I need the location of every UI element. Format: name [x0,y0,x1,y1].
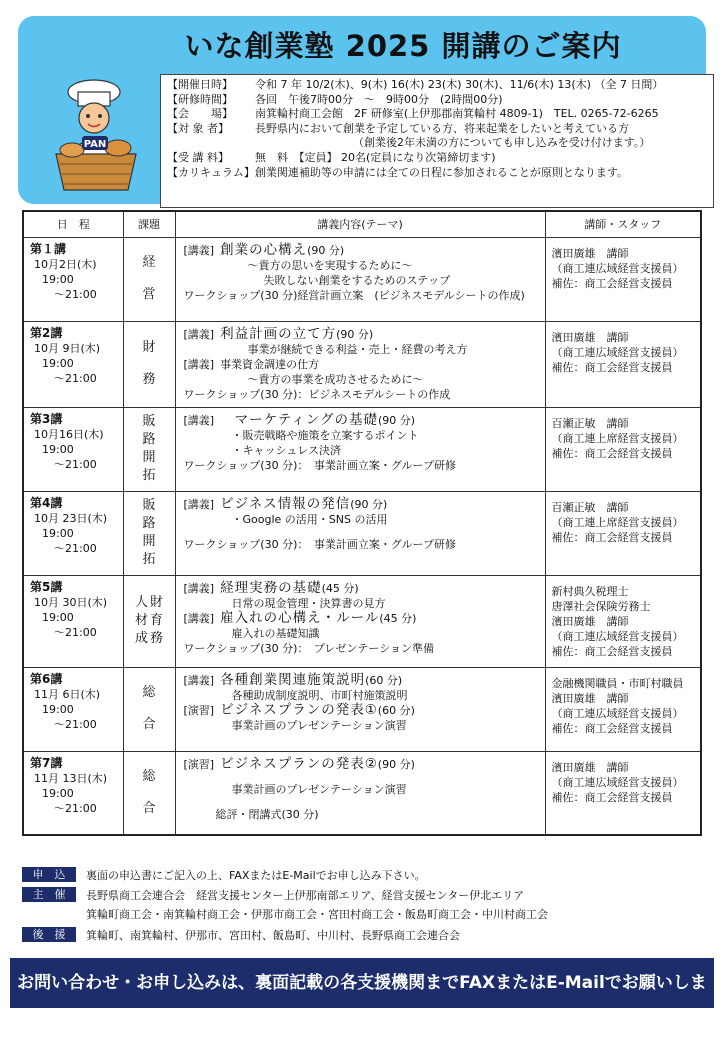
lecture-detail: 失敗しない創業をするためのステップ [263,273,451,287]
lecturer-line: 補佐：商工会経営支援員 [551,530,673,544]
lecturer-line: （商工連広域経営支援員） [551,706,684,720]
topic-char: 拓 [142,552,156,567]
lecturer-line: （商工連上席経営支援員） [551,515,684,529]
lecture-type: [講義] [183,673,215,687]
schedule-header-row [23,211,701,237]
col-header-schedule: 日 程 [23,211,123,237]
session-number: 第5講 [30,579,63,594]
session-date-cell [23,237,123,321]
lecturer-line: 新村典久税理士 [551,584,629,598]
lecture-line [184,497,537,512]
lecturer-line: 金融機関職員・市町村職員 [551,676,684,690]
col-header-topic: 課題 [123,211,175,237]
lecture-detail: 総評・閉講式(30 分) [215,807,319,821]
topic-char: 合 [142,717,156,732]
lecture-title: ビジネスプランの発表② [220,755,378,772]
lecturer-line: 補佐：商工会経営支援員 [551,790,673,804]
session-date-cell [23,407,123,491]
lecture-duration: (90 分) [377,757,415,771]
lecturer-line: 百瀬正敏 講師 [551,416,629,430]
lecture-duration: (60 分) [377,703,415,717]
topic-char: 財 [150,595,164,610]
col-header-lecturer: 講師・スタッフ [545,211,701,237]
topic-char: 務 [150,631,164,646]
topic-char: 経 [142,255,156,270]
topic-char: 路 [142,432,156,447]
session-lecturer-cell [545,237,701,321]
support-text: 箕輪町、南箕輪村、伊那市、宮田村、飯島町、中川村、長野県商工会連合会 [86,928,460,942]
lecture-line [184,581,537,596]
session-start: 19:00 [42,442,74,456]
session-start: 19:00 [42,272,74,286]
lecture-title: 経理実務の基礎 [220,579,322,596]
lecture-type: [講義] [183,243,215,257]
lecturer-line: （商工連広域経営支援員） [551,629,684,643]
session-date: 10月 23日(木) [34,511,108,525]
info-venue-row: 【会 場】 南箕輪村商工会館 2F 研修室(上伊那郡南箕輪村 4809-1) TEL. 0265-72-6265 [167,107,659,121]
session-number: 第6講 [30,671,63,686]
session-lecturer-cell [545,575,701,667]
session-topic-cell [123,321,175,407]
info-fee-row: 【受 講 料】 無 料 【定員】 20名(定員になり次第締切ます) [167,150,496,164]
page-title: いな創業塾 2025 開講のご案内 [184,29,622,63]
session-topic-cell [123,751,175,835]
lecture-duration: (45 分) [379,611,417,625]
lecture-type: [講義] [183,327,215,341]
topic-char: 拓 [142,468,156,483]
apply-tag: 申 込 [22,867,76,882]
info-target-row: 【対 象 者】 長野県内において創業を予定している方、将来起業をしたいと考えている方 [167,121,629,135]
spacer [184,772,537,782]
topic-char: 開 [142,450,156,465]
session-end: ～21:00 [54,457,97,471]
lecturer-line: 補佐：商工会経営支援員 [551,360,673,374]
schedule-row [23,237,701,321]
lecture-line [184,703,537,718]
lecture-type: [講義] [183,581,215,595]
info-date-row: 【開催日時】 令和 7 年 10/2(木)、9(木) 16(木) 23(木) 30(木)、11/6(木) 13(木) （全 7 日間） [167,78,664,91]
topic-char: 販 [142,414,156,429]
lecturer-line: （商工連広域経営支援員） [551,345,684,359]
topic-char: 販 [142,498,156,513]
session-date: 10月 9日(木) [34,341,101,355]
lecture-line [184,757,537,772]
lecturer-line: （商工連広域経営支援員） [551,775,684,789]
event-info-box [160,74,714,208]
session-content-cell [175,237,545,321]
lecturer-line: （商工連広域経営支援員） [551,261,684,275]
lecture-detail: 事業計画のプレゼンテーション演習 [231,718,407,732]
lecture-type: [講義] [183,497,215,511]
info-time-row: 【研修時間】 各回 午後7時00分 ～ 9時00分 (2時間00分) [167,92,503,106]
session-topic-cell [123,491,175,575]
lecture-detail: ・キャッシュレス決済 [231,443,341,457]
workshop-line: ワークショップ(30 分)経営計画立案 (ビジネスモデルシートの作成) [183,288,525,302]
lecture-detail: 事業が継続できる利益・売上・経費の考え方 [247,342,468,356]
lecturer-line: 濱田廣雄 講師 [551,691,629,705]
lecture-detail: 日常の現金管理・決算書の見方 [231,596,386,610]
topic-char: 財 [142,340,156,355]
lecture-type: [演習] [183,757,215,771]
topic-char: 営 [142,287,156,302]
lecture-detail: ・販売戦略や施策を立案するポイント [231,428,419,442]
lecture-title: 創業の心構え [220,241,308,258]
session-date-cell [23,751,123,835]
lecture-line [184,673,537,688]
session-number: 第１講 [30,241,67,256]
session-start: 19:00 [42,610,74,624]
info-curriculum-row: 【カリキュラム】創業関連補助等の申請には全ての日程に参加されることが原則となります。 [167,165,629,179]
session-number: 第2講 [30,325,63,340]
session-date-cell [23,491,123,575]
schedule-table [22,210,702,836]
session-start: 19:00 [42,786,74,800]
lecturer-line: 補佐：商工会経営支援員 [551,721,673,735]
lecture-duration: (90 分) [307,243,345,257]
lecture-line [184,243,537,258]
lecture-line [184,611,537,626]
lecture-title: ビジネス情報の発信 [220,495,351,512]
schedule-row [23,321,701,407]
host-text: 長野県商工会連合会 経営支援センター上伊那南部エリア、経営支援センター伊北エリア [86,888,525,902]
workshop-line: ワークショップ(30 分)： 事業計画立案・グループ研修 [183,458,456,472]
session-date: 10月16日(木) [34,427,104,441]
topic-char: 総 [142,768,156,784]
lecture-duration: (90 分) [336,327,374,341]
baker-illustration-icon [48,78,148,196]
lecture-duration: (90 分) [350,497,388,511]
lecture-title: 利益計画の立て方 [220,325,337,342]
lecturer-line: 補佐：商工会経営支援員 [551,644,673,658]
session-end: ～21:00 [54,371,97,385]
session-date-cell [23,667,123,751]
schedule-row [23,407,701,491]
session-lecturer-cell [545,407,701,491]
session-date: 11月 13日(木) [34,771,108,785]
workshop-line: ワークショップ(30 分)：ビジネスモデルシートの作成 [183,387,451,401]
session-start: 19:00 [42,356,74,370]
spacer [184,527,537,537]
topic-char: 成 [134,631,148,646]
pan-sign-label: PAN [83,139,107,150]
lecture-detail: ～貴方の事業を成功させるために～ [247,372,424,386]
host-tag: 主 催 [22,887,76,902]
lecture-detail: 事業計画のプレゼンテーション演習 [231,782,407,796]
lecturer-line: 濱田廣雄 講師 [551,614,629,628]
header-banner [18,16,706,204]
session-content-cell [175,407,545,491]
lecturer-line: （商工連上席経営支援員） [551,431,684,445]
session-date-cell [23,321,123,407]
lecture-title: ビジネスプランの発表① [220,701,378,718]
topic-char: 務 [142,372,156,387]
session-lecturer-cell [545,321,701,407]
lecture-line [184,413,537,428]
lecture-line [184,357,537,372]
lecture-duration: (45 分) [321,581,359,595]
lecture-detail: ・Google の活用・SNS の活用 [231,512,388,526]
info-target-note: （創業後2年未満の方についても申し込みを受け付けます。） [353,136,651,150]
schedule-row [23,491,701,575]
lecture-detail: 各種助成制度説明、市町村施策説明 [231,688,408,702]
session-number: 第7講 [30,755,63,770]
session-end: ～21:00 [54,287,97,301]
schedule-row [23,575,701,667]
contact-banner: お問い合わせ・お申し込みは、裏面記載の各支援機関までFAXまたはE-Mailでお願いします。 [10,958,714,1008]
apply-row [22,866,700,883]
session-lecturer-cell [545,667,701,751]
session-content-cell [175,491,545,575]
session-topic-cell [123,237,175,321]
session-number: 第4講 [30,495,63,510]
lecturer-line: 唐澤社会保険労務士 [551,599,651,613]
session-number: 第3講 [30,411,63,426]
session-topic-cell [123,667,175,751]
lecturer-line: 補佐：商工会経営支援員 [551,446,673,460]
lecture-title: 事業資金調達の仕方 [220,357,320,371]
session-content-cell [175,667,545,751]
lecture-line [184,327,537,342]
lecture-title: 雇入れの心構え・ルール [220,609,380,626]
lecture-type: [講義] [183,357,215,371]
col-header-content: 講義内容(テーマ) [175,211,545,237]
topic-char: 合 [142,800,156,816]
lecture-type: [講義] [183,413,215,427]
session-date: 10月 30日(木) [34,595,108,609]
lecturer-line: 濱田廣雄 講師 [551,246,629,260]
lecture-duration: (90 分) [377,413,416,427]
workshop-line: ワークショップ(30 分)： プレゼンテーション準備 [183,641,434,655]
session-end: ～21:00 [54,541,97,555]
lecture-duration: (60 分) [365,673,403,687]
support-tag: 後 援 [22,927,76,942]
session-lecturer-cell [545,491,701,575]
session-content-cell [175,321,545,407]
topic-char: 路 [142,516,156,531]
lecture-type: [演習] [183,703,215,717]
session-content-cell [175,575,545,667]
footer-info [22,866,700,946]
lecturer-line: 濱田廣雄 講師 [551,330,629,344]
lecture-type: [講義] [183,611,215,625]
lecturer-line: 百瀬正敏 講師 [551,500,629,514]
session-date: 10月2日(木) [34,257,97,271]
schedule-row [23,751,701,835]
session-end: ～21:00 [54,625,97,639]
session-end: ～21:00 [54,717,97,731]
host-text-cont: 箕輪町商工会・南箕輪村商工会・伊那市商工会・宮田村商工会・飯島町商工会・中川村商工会 [86,908,548,921]
session-start: 19:00 [42,526,74,540]
topic-char: 人 [134,595,148,610]
topic-char: 開 [142,534,156,549]
lecture-title: マーケティングの基礎 [220,411,378,428]
support-row [22,926,700,943]
session-lecturer-cell [545,751,701,835]
host-row [22,886,700,903]
session-topic-cell [123,407,175,491]
lecture-detail: 雇入れの基礎知識 [231,626,320,640]
schedule-body [23,237,701,835]
apply-text: 裏面の申込書にご記入の上、FAXまたはE-Mailでお申し込み下さい。 [86,868,426,882]
lecturer-line: 濱田廣雄 講師 [551,760,629,774]
session-date-cell [23,575,123,667]
lecturer-line: 補佐：商工会経営支援員 [551,276,673,290]
lecture-detail: ～貴方の思いを実現するために～ [247,258,413,272]
topic-char: 総 [142,685,156,700]
topic-char: 材 [134,613,148,628]
schedule-row [23,667,701,751]
session-content-cell [175,751,545,835]
lecture-title: 各種創業関連施策説明 [220,671,366,688]
workshop-line: ワークショップ(30 分)： 事業計画立案・グループ研修 [183,537,456,551]
spacer [184,797,537,807]
topic-char: 育 [150,613,164,628]
session-date: 11月 6日(木) [34,687,101,701]
session-topic-cell [123,575,175,667]
session-start: 19:00 [42,702,74,716]
session-end: ～21:00 [54,801,97,815]
